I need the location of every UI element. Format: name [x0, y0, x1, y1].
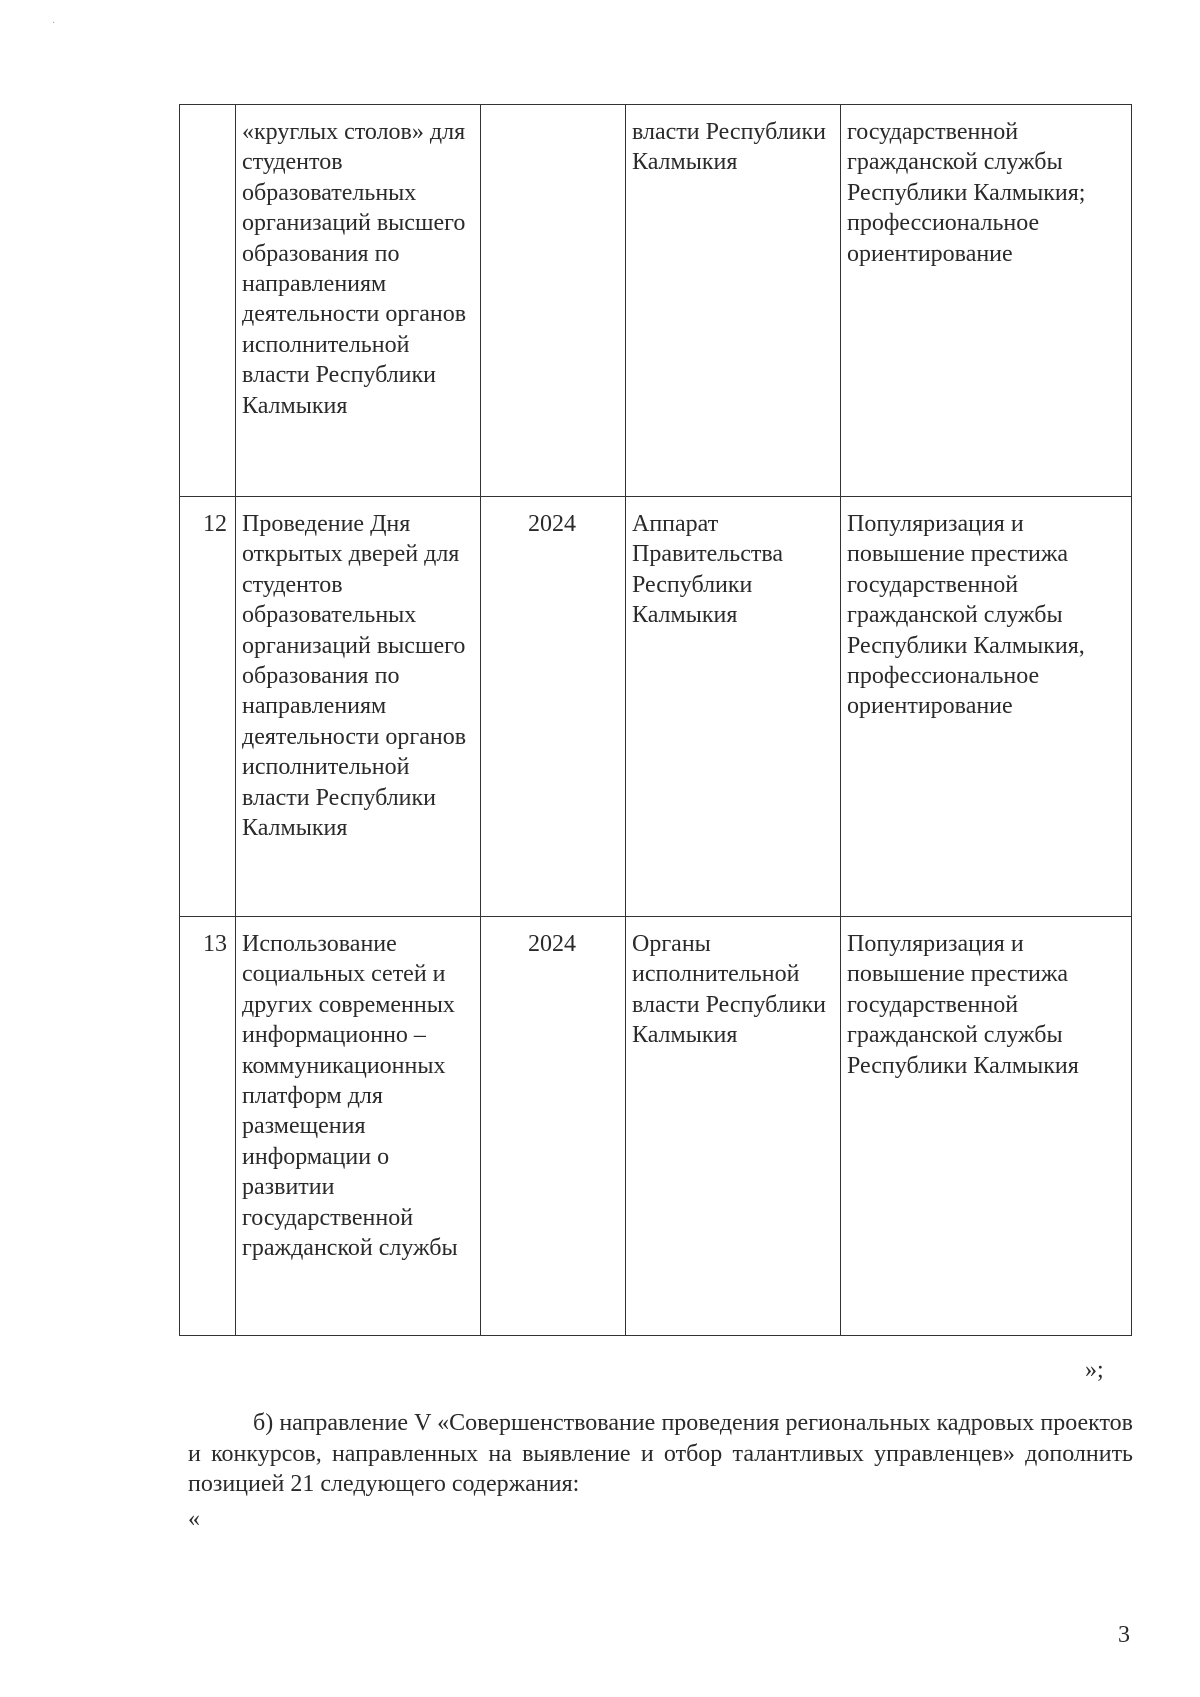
event-cell: Проведение Дня открытых дверей для студентов образовательных организаций высшего образования по направлениям деятельности органов исполнительной власти Республики Калмыкия: [236, 497, 481, 917]
year-cell: 2024: [481, 497, 626, 917]
year-cell: 2024: [481, 917, 626, 1336]
scan-speck: ·: [52, 18, 56, 29]
events-table: [179, 104, 1132, 1336]
event-cell: Использование социальных сетей и других современных информационно – коммуникационных платформ для размещения информации о развитии государственной гражданской службы: [236, 917, 481, 1336]
year-cell: [481, 105, 626, 497]
responsible-cell: Органы исполнительной власти Республики Калмыкия: [626, 917, 841, 1336]
responsible-cell: власти Республики Калмыкия: [626, 105, 841, 497]
result-cell: государственной гражданской службы Республики Калмыкия; профессиональное ориентирование: [841, 105, 1132, 497]
table-row: [180, 917, 1132, 1336]
row-number: 12: [180, 497, 236, 917]
responsible-cell: Аппарат Правительства Республики Калмыкия: [626, 497, 841, 917]
amendment-paragraph: б) направление V «Совершенствование проведения региональных кадровых проектов и конкурсов, направленных на выявление и отбор талантливых управленцев» дополнить позицией 21 следующего содержания:: [188, 1410, 1133, 1497]
row-number: [180, 105, 236, 497]
result-cell: Популяризация и повышение престижа государственной гражданской службы Республики Калмыкия: [841, 917, 1132, 1336]
result-cell: Популяризация и повышение престижа государственной гражданской службы Республики Калмыкия, профессиональное ориентирование: [841, 497, 1132, 917]
table-row: [180, 105, 1132, 497]
table-row: [180, 497, 1132, 917]
opening-quote: «: [188, 1506, 200, 1532]
row-number: 13: [180, 917, 236, 1336]
closing-quote: »;: [1085, 1357, 1104, 1383]
page-number: 3: [1118, 1622, 1130, 1648]
event-cell: «круглых столов» для студентов образовательных организаций высшего образования по направлениям деятельности органов исполнительной власти Республики Калмыкия: [236, 105, 481, 497]
